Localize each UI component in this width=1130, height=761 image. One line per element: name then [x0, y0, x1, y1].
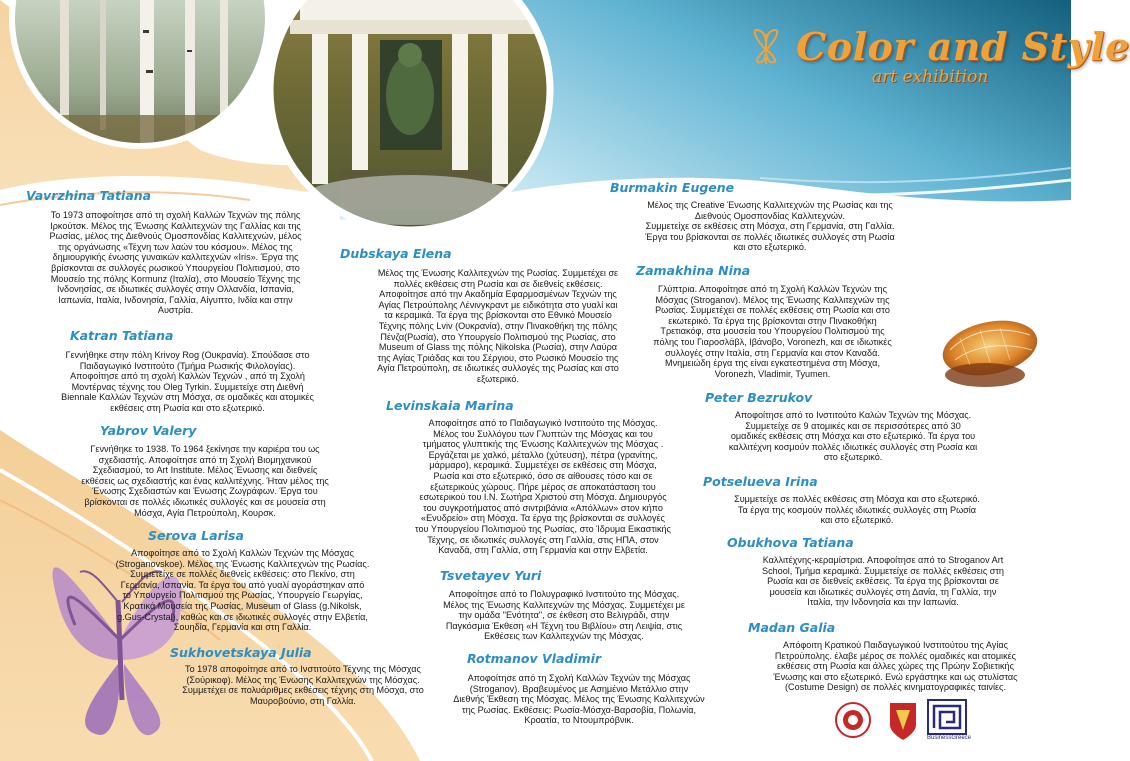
artist-name: Sukhovetskaya Julia	[170, 645, 312, 660]
artist-name: Potselueva Irina	[703, 474, 818, 489]
artist-name: Katran Tatiana	[70, 328, 174, 343]
artist-bio: Αποφοίτησε από τη Σχολή Καλλών Τεχνών της Μόσχας (Stroganov). Βραβευμένος με Ασημένιο Μετάλλιο στην Διεθνής Έκθεση της Μόσχας. Μέλος της Ένωσης Καλλιτεχνών της Ρωσίας. Εκθέσεις: Ρωσία-Μόσχα-Βαρσοβία, Πολωνία, Κροατία, το Ντουμπρόβνικ.	[453, 673, 705, 726]
artist-bio: Καλλιτέχνης-κεραμίστρια. Αποφοίτησε από το Stroganov Art School, Τμήμα κεραμικά. Συμμετείχε σε πολλές εκθέσεις στη Ρωσία και σε διεθνείς εκθέσεις. Τα έργα της βρίσκονται σε μουσεία και ιδιωτικές συλλογές στη Δανία, τη Γαλλία, την Ιταλία, την Ινδονησία και την Ιαπωνία.	[762, 555, 1004, 608]
artist-name: Tsvetayev Yuri	[440, 568, 542, 583]
artist-name: Dubskaya Elena	[340, 246, 452, 261]
greek-key-logo-icon	[928, 700, 966, 734]
artist-bio: Το 1973 αποφοίτησε από τη σχολή Καλλών Τεχνών της πόλης Ιρκούτσκ. Μέλος της Ένωσης Καλλιτεχνών της Γαλλίας και της Ρωσίας, μέλος της Διεθνούς Ομοσπονδίας Καλλιτεχνών, μέλος της οργάνωσης «Τέχνη των λαών του κόσμου». Μέλος της δημιουργικής ένωσης γυναικών καλλιτεχνών «Iris». Έργα της βρίσκονται σε συλλογές ρωσικού Υπουργείου Πολιτισμού, στο Μουσείο της πόλης Kormunz (Ιταλία), στο Μουσείο Τέχνης της Ινδονησίας, σε ιδιωτικές συλλογές στην Ολλανδία, Ισπανία, Ιαπωνία, Ιταλία, Ινδονησία, Γαλλία, Αίγυπτο, Ινδία και στην Αυστρία.	[49, 210, 302, 316]
artist-name: Madan Galia	[748, 620, 836, 635]
artist-name: Serova Larisa	[148, 528, 244, 543]
artist-bio: Συμμετείχε σε πολλές εκθέσεις στη Μόσχα και στο εξωτερικό. Τα έργα της κοσμούν πολλές ιδιωτικές συλλογές στη Ρωσία και στο εξωτερικό.	[734, 494, 980, 526]
artist-bio: Αποφοίτησε από το Ινστιτούτο Καλών Τεχνών της Μόσχας. Συμμετείχε σε 9 ατομικές και σε περισσότερες από 30 ομαδικές εκθέσεις στη Μόσχα και στο εξωτερικό. Τα έργα του καλλιτέχνη κοσμούν πολλές ιδιωτικές συλλογές στη Ρωσία και στο εξωτερικό.	[728, 410, 978, 463]
artist-bio: Μέλος της Creative Ένωσης Καλλιτεχνών της Ρωσίας και της Διεθνούς Ομοσπονδίας Καλλιτεχνών. Συμμετείχε σε εκθέσεις στη Μόσχα, στη Γερμανία, στη Γαλλία. Έργα του βρίσκονται σε πολλές ιδιωτικές συλλογές στη Ρωσία και στο εξωτερικό.	[645, 200, 895, 253]
fountain-statue-photo	[260, 0, 560, 240]
artist-bio: Γεννήθηκε στην πόλη Krivoy Rog (Ουκρανία). Σπούδασε στο Παιδαγωγικό Ινστιτούτο (Τμήμα Ρωσικής Φιλολογίας). Αποφοίτησε από τη σχολή Καλλών Τεχνών , από τη Σχολή Μοντέρνας τέχνης του Oleg Tyrkin. Συμμετείχε στη Διεθνή Biennale Καλλών Τεχνών στη Μόσχα, σε ομαδικές και ατομικές εκθέσεις στη Ρωσία και στο εξωτερικό.	[61, 350, 314, 413]
artist-name: Levinskaia Marina	[386, 398, 514, 413]
artist-bio: Το 1978 αποφοίτησε από το Ινστιτούτο Τέχνης της Μόσχας (Σούρικοφ). Μέλος της Ένωσης Καλλιτεχνών της Μόσχας. Συμμετέχει σε πολυάριθμες εκθέσεις τέχνης στη Μόσχα, στο Μαυροβούνιο, στη Γαλλία.	[182, 664, 424, 706]
artist-bio: Απόφοιτη Κρατικού Παιδαγωγικού Ινστιτούτου της Αγίας Πετρούπολης. έλαβε μέρος σε πολλές ομαδικές και ατομικές εκθέσεις στη Ρωσία και άλλες χώρες της Πρώην Σοβιετικής Ένωσης και στο εξωτερικό. Ενώ εργάστηκε και ως στυλίστας (Costume Design) σε πολλές κινηματογραφικές ταινίες.	[773, 640, 1018, 693]
artist-name: Zamakhina Nina	[636, 263, 751, 278]
artist-name: Rotmanov Vladimir	[467, 651, 602, 666]
artist-bio: Γεννήθηκε το 1938. Το 1964 ξεκίνησε την καριέρα του ως σχεδιαστής. Αποφοίτησε από τη Σχολή Βιομηχανικού Σχεδιασμού, το Art Institute. Μέλος Ένωσης και διεθνείς εκθέσεις ως σχεδιαστής και ένας καλλιτέχνης. Ήταν μέλος της Ένωσης Σχεδιαστών και Ένωσης Ζωγράφων. Έργα του βρίσκονται σε πολλές ιδιωτικές συλλογές και σε μουσεία στη Μόσχα, Αγία Πετρούπολη, Κουρσκ.	[81, 444, 329, 518]
artist-bio: Αποφοίτησε από το Παιδαγωγικό Ινστιτούτο της Μόσχας. Μέλος του Συλλόγου των Γλυπτών της Μόσχας και του τμήματος γλυπτικής της Ένωσης Καλλιτεχνών της Μόσχας . Εργάζεται με χαλκό, μέταλλο (χύτευση), πέτρα (γρανίτης, μάρμαρο), κεραμικά. Συμμετέχει σε εκθέσεις στη Μόσχα, Ρωσία και στο εξωτερικό, όσο σε αίθουσες τόσο και σε εξωτερικούς χώρους. Πήρε μέρος σε αποκατάσταση του εσωτερικού του Ι.Ν. Σωτήρα Χριστού στη Μόσχα. Δημιουργός του συγκροτήματος από σιντριβάνια «Απόλλων» στον κήπο «Ενυδρείο» στη Μόσχα. Τα έργα της βρίσκονται σε συλλογές του Υπουργείου Πολιτισμού της Ρωσίας, στο Ίδρυμα Εικαστικής Τέχνης, σε ιδιωτικές συλλογές στη Γαλλία, στις ΗΠΑ, στον Καναδά, στη Γαλλία, στη Γερμανία και στην Ελβετία.	[415, 418, 671, 556]
exhibition-title: Color and Style	[796, 24, 1130, 69]
artist-bio: Μέλος της Ένωσης Καλλιτεχνών της Ρωσίας. Συμμετέχει σε πολλές εκθέσεις στη Ρωσία και σε διεθνείς εκθέσεις. Αποφοίτησε από την Ακαδημία Εφαρμοσμένων Τεχνών της Αγίας Πετρούπολης Λένινγκραντ με ειδικότητα στο γυαλί και τα κεραμικά. Τα έργα της βρίσκονται στο Εθνικό Μουσείο Τέχνης πόλης Lviv (Ουκρανία), στην Πινακοθήκη της πόλης Πένζα(Ρωσία), στο Υπουργείο Πολιτισμού της Ρωσίας, στο Museum of Glass της πόλης Nikolska (Ρωσία), στην Λαύρα της Αγίας Τριάδας και του Σέργιου, στο Ρωσικό Μουσείο της Αγία Πετρούπολη, σε ιδιωτικές συλλογές της Ρωσίας και στο εξωτερικό.	[377, 268, 619, 384]
artist-name: Burmakin Eugene	[610, 180, 735, 195]
society-seal-icon	[836, 703, 870, 737]
business-greece-label: BusinessGreece	[927, 735, 972, 741]
ceramic-sculpture-photo	[938, 313, 1043, 387]
russian-coat-of-arms-icon	[890, 703, 916, 740]
artist-name: Vavrzhina Tatiana	[26, 188, 152, 203]
artist-name: Obukhova Tatiana	[727, 535, 854, 550]
artist-name: Yabrov Valery	[100, 423, 197, 438]
exhibition-subtitle: art exhibition	[872, 67, 989, 87]
artist-bio: Γλύπτρια. Αποφοίτησε από τη Σχολή Καλλών Τεχνών της Μόσχας (Stroganov). Μέλος της Ένωσης Καλλιτεχνών της Ρωσίας. Συμμετέχει σε πολλές εκθέσεις στη Ρωσία και στο εκωτερικό. Τα έργα της βρίσκονται στην Πινακοθήκη Τρετιακόφ, στα μουσεία του Υπουργείου Πολιτισμού της πόλης του Γιαροσλάβλ, Ιβάνοβο, Voronezh, και σε ιδιωτικές συλλογές στην Ιταλία, στη Γερμανία και στον Καναδά. Μνημειώδη έργα της είναι εγκατεστημένα στη Μόσχα, Voronezh, Vladimir, Tyumen.	[653, 284, 892, 379]
artist-name: Peter Bezrukov	[705, 390, 813, 405]
artist-bio: Αποφοίτησε από το Πολυγραφικό Ινστιτούτο της Μόσχας. Μέλος της Ένωσης Καλλιτεχνών της Μόσχας. Συμμετέχει με την ομάδα "Ενότητα", σε έκθεση στο Βελιγράδι, στην Παγκόσμια Έκθεση «Η Τέχνη του Βιβλίου» στη Λειψία, στις Εκθέσεις των Καλλιτεχνών της Μόσχας.	[443, 589, 685, 642]
artist-bio: Αποφοίτησε από το Σχολή Καλλών Τεχνών της Μόσχας (Stroganovskoe). Μέλος της Ένωσης Καλλιτεχνών της Ρωσίας. Συμμετείχε σε πολλές διεθνείς εκθέσεις: στο Πεκίνο, στη Γερμανία, Ισπανία. Τα έργα του από γυαλί αγοράστηκαν από το Υπουργείο Πολιτισμού της Ρωσίας, Υπουργείο Γεωργίας, Κρατικά Μουσεία της Ρωσίας, Museum of Glass (g.Nikolsk, g.Gus-Crystal), καθώς και σε ιδιωτικές συλλογές στην Ελβετία, Σουηδία, Γερμανία και στη Γαλλία.	[115, 548, 370, 633]
